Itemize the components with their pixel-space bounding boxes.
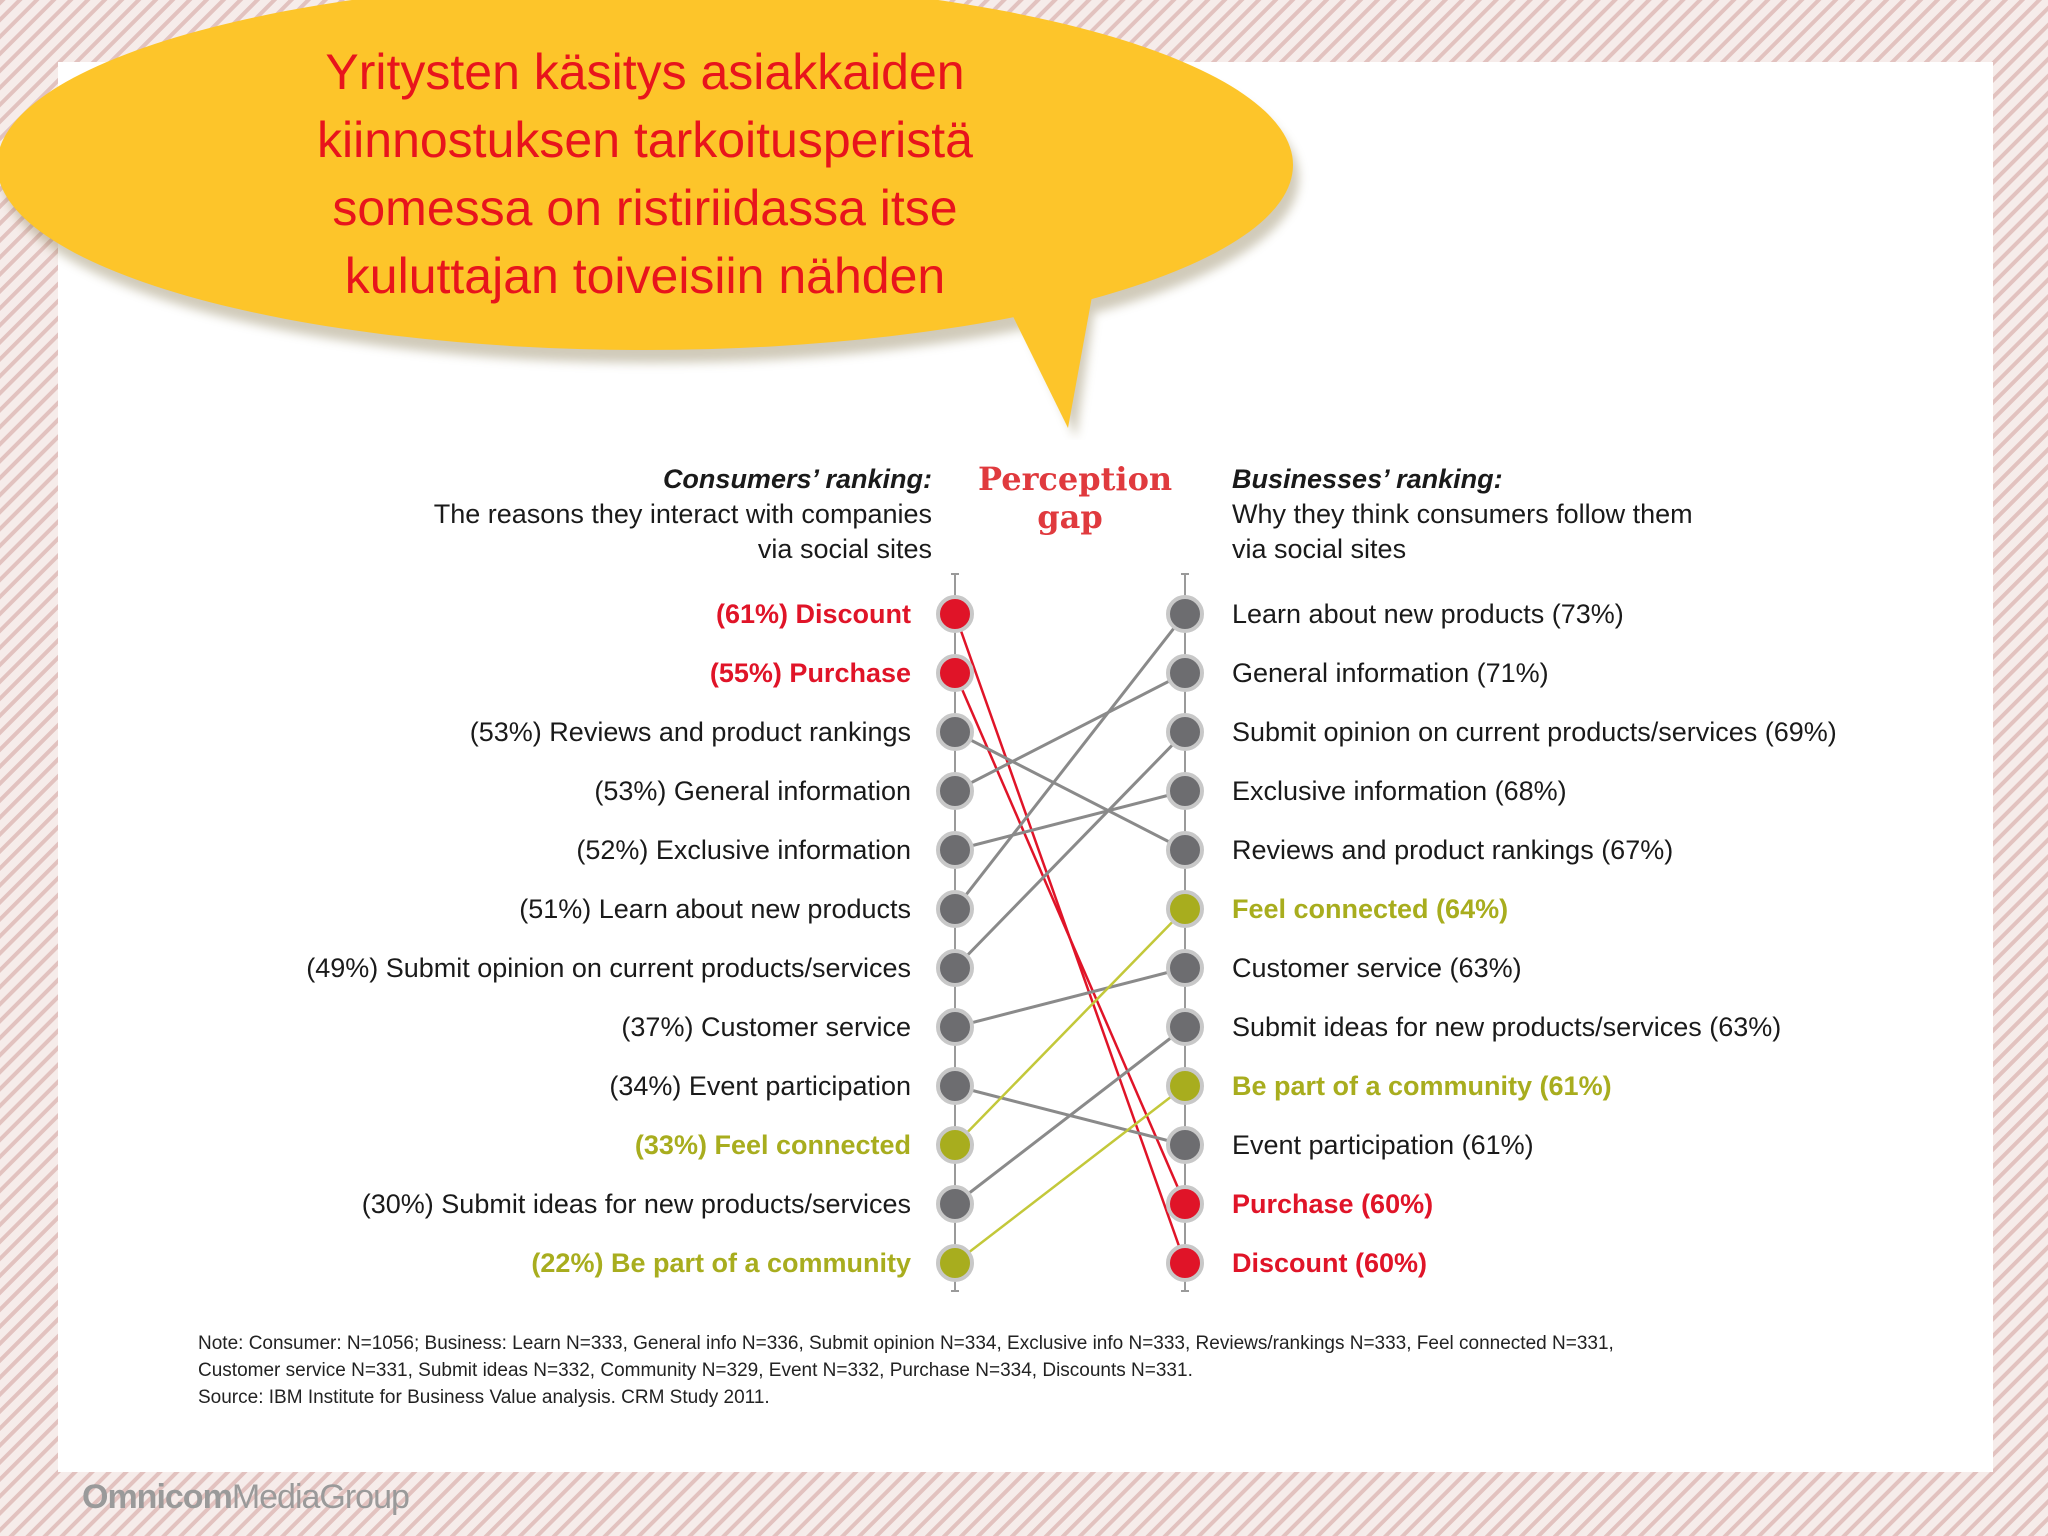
- consumers-header: [434, 462, 932, 567]
- business-dot: [1168, 833, 1202, 867]
- business-label: Customer service (63%): [1232, 953, 1522, 983]
- gap-link: [955, 909, 1185, 1145]
- consumer-label: (49%) Submit opinion on current products/services: [306, 953, 911, 983]
- consumer-label: (33%) Feel connected: [634, 1130, 911, 1160]
- businesses-title: Businesses’ ranking:: [1232, 464, 1503, 494]
- consumer-label: (34%) Event participation: [609, 1071, 911, 1101]
- consumer-label: (51%) Learn about new products: [519, 894, 911, 924]
- business-dot: [1168, 1128, 1202, 1162]
- business-dot: [1168, 715, 1202, 749]
- gap-title-line: Perception: [978, 460, 1173, 498]
- consumer-dot: [938, 892, 972, 926]
- consumer-dot: [938, 1187, 972, 1221]
- business-label: Be part of a community (61%): [1232, 1071, 1612, 1101]
- businesses-subtitle: Why they think consumers follow them: [1232, 499, 1693, 529]
- callout-line: kuluttajan toiveisiin nähden: [344, 248, 946, 304]
- business-dot: [1168, 1010, 1202, 1044]
- gap-link: [955, 673, 1185, 791]
- business-label: Discount (60%): [1232, 1248, 1428, 1278]
- gap-link: [955, 1027, 1185, 1204]
- omnicom-logo: [82, 1478, 409, 1517]
- callout-line: kiinnostuksen tarkoitusperistä: [317, 112, 973, 168]
- consumer-label: (61%) Discount: [715, 599, 911, 629]
- business-label: Submit ideas for new products/services (63%): [1232, 1012, 1782, 1042]
- business-dot: [1168, 774, 1202, 808]
- businesses-subtitle: via social sites: [1232, 534, 1407, 564]
- consumers-subtitle: via social sites: [757, 534, 932, 564]
- logo-light: MediaGroup: [231, 1478, 409, 1516]
- source-note: [198, 1330, 1898, 1411]
- consumers-subtitle: The reasons they interact with companies: [433, 499, 932, 529]
- gap-link: [955, 673, 1185, 1204]
- business-dot: [1168, 1246, 1202, 1280]
- business-label: Event participation (61%): [1232, 1130, 1534, 1160]
- consumer-label: (53%) Reviews and product rankings: [469, 717, 911, 747]
- business-label: Learn about new products (73%): [1232, 599, 1624, 629]
- callout-line: somessa on ristiriidassa itse: [332, 180, 958, 236]
- business-dot: [1168, 597, 1202, 631]
- consumer-dot: [938, 951, 972, 985]
- note-line: Note: Consumer: N=1056; Business: Learn N=333, General info N=336, Submit opinion N=334, Exclusive info N=333, Reviews/rankings N=333, Feel connected N=331,: [198, 1333, 1614, 1354]
- consumer-dot: [938, 1246, 972, 1280]
- business-label: Reviews and product rankings (67%): [1232, 835, 1674, 865]
- consumer-dot: [938, 1010, 972, 1044]
- gap-title-line: gap: [1037, 498, 1103, 536]
- callout-text: [230, 38, 1060, 310]
- note-line: Customer service N=331, Submit ideas N=332, Community N=329, Event N=332, Purchase N=334, Discounts N=331.: [198, 1360, 1193, 1381]
- perception-gap-title: [978, 460, 1173, 536]
- business-label: Exclusive information (68%): [1232, 776, 1567, 806]
- businesses-header: [1232, 462, 1693, 567]
- business-label: Purchase (60%): [1232, 1189, 1434, 1219]
- consumer-label: (52%) Exclusive information: [576, 835, 911, 865]
- business-dot: [1168, 892, 1202, 926]
- consumer-dot: [938, 774, 972, 808]
- business-dot: [1168, 1069, 1202, 1103]
- logo-bold: Omnicom: [82, 1478, 232, 1516]
- gap-link: [955, 791, 1185, 850]
- business-label: Submit opinion on current products/services (69%): [1232, 717, 1837, 747]
- gap-link: [955, 1086, 1185, 1263]
- business-dot: [1168, 656, 1202, 690]
- consumer-dot: [938, 833, 972, 867]
- business-dot: [1168, 951, 1202, 985]
- consumer-dot: [938, 715, 972, 749]
- consumers-title: Consumers’ ranking:: [662, 464, 932, 494]
- consumer-label: (55%) Purchase: [709, 658, 911, 688]
- gap-link: [955, 732, 1185, 968]
- business-label: Feel connected (64%): [1232, 894, 1509, 924]
- business-dot: [1168, 1187, 1202, 1221]
- gap-link: [955, 732, 1185, 850]
- note-line: Source: IBM Institute for Business Value analysis. CRM Study 2011.: [198, 1387, 770, 1408]
- consumer-label: (37%) Customer service: [621, 1012, 911, 1042]
- gap-link: [955, 614, 1185, 909]
- consumer-dot: [938, 597, 972, 631]
- callout-line: Yritysten käsitys asiakkaiden: [325, 44, 965, 100]
- consumer-label: (30%) Submit ideas for new products/services: [361, 1189, 911, 1219]
- consumer-label: (22%) Be part of a community: [531, 1248, 911, 1278]
- consumer-dot: [938, 1128, 972, 1162]
- business-label: General information (71%): [1232, 658, 1549, 688]
- gap-link: [955, 968, 1185, 1027]
- consumer-label: (53%) General information: [594, 776, 911, 806]
- consumer-dot: [938, 656, 972, 690]
- consumer-dot: [938, 1069, 972, 1103]
